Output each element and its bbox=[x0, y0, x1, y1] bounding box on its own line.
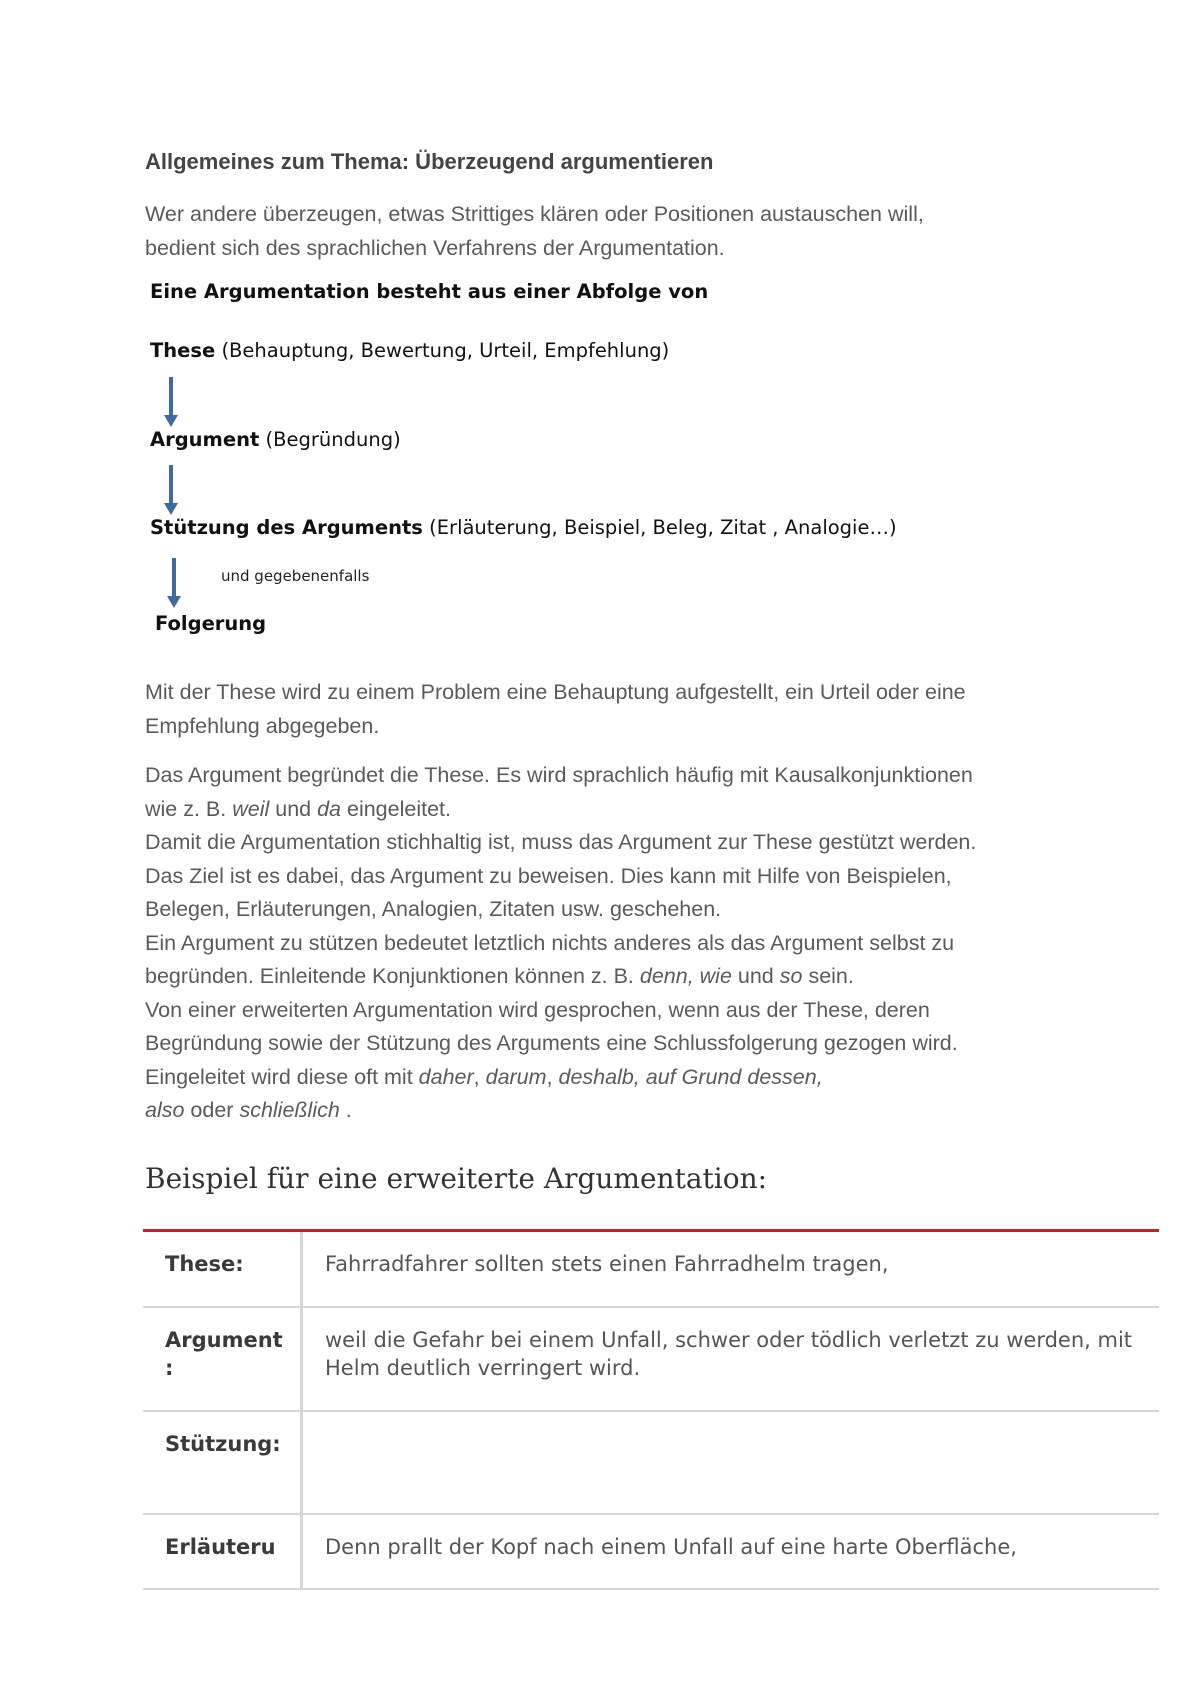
example-title: Beispiel für eine erweiterte Argumentation: bbox=[145, 1162, 768, 1195]
row-value: Fahrradfahrer sollten stets einen Fahrradhelm tragen, bbox=[325, 1252, 889, 1276]
diagram-folgerung bbox=[155, 612, 266, 635]
argumentation-diagram bbox=[150, 272, 910, 652]
argument-paragraph bbox=[145, 759, 1085, 1128]
table-row bbox=[143, 1232, 1159, 1308]
argument-line-1: Das Argument begründet die These. Es wird sprachlich häufig mit Kausalkonjunktionen bbox=[145, 763, 973, 787]
these-paragraph-line-1: Mit der These wird zu einem Problem eine Behauptung aufgestellt, ein Urteil oder eine bbox=[145, 680, 966, 704]
intro-line-2: bedient sich des sprachlichen Verfahrens der Argumentation. bbox=[145, 235, 725, 260]
diagram-argument bbox=[150, 428, 401, 451]
argument-detail: (Begründung) bbox=[259, 428, 401, 451]
example-table bbox=[143, 1229, 1159, 1590]
row-value: Denn prallt der Kopf nach einem Unfall auf eine harte Oberfläche, bbox=[325, 1535, 1017, 1559]
argument-label: Argument bbox=[150, 428, 260, 451]
table-row bbox=[143, 1308, 1159, 1412]
row-label: Argument : bbox=[143, 1308, 303, 1410]
intro-paragraph bbox=[145, 198, 1085, 265]
diagram-title: Eine Argumentation besteht aus einer Abfolge von bbox=[150, 280, 709, 303]
stuetzung-label: Stützung des Arguments bbox=[150, 516, 423, 539]
optional-note: und gegebenenfalls bbox=[221, 567, 370, 585]
row-value: weil die Gefahr bei einem Unfall, schwer oder tödlich verletzt zu werden, mit Helm deutlich verringert wird. bbox=[325, 1328, 1133, 1380]
these-label: These bbox=[150, 339, 216, 362]
these-paragraph-line-2: Empfehlung abgegeben. bbox=[145, 713, 380, 738]
argument-line-7: begründen. Einleitende Konjunktionen können z. B. denn, wie und so sein. bbox=[145, 964, 854, 988]
folgerung-label: Folgerung bbox=[155, 612, 267, 635]
diagram-stuetzung bbox=[150, 516, 897, 539]
arrow-down-icon bbox=[164, 465, 178, 515]
row-value bbox=[303, 1412, 1159, 1513]
these-paragraph bbox=[145, 676, 1085, 743]
argument-line-10: Eingeleitet wird diese oft mit daher, darum, deshalb, auf Grund dessen, bbox=[145, 1064, 823, 1089]
table-row bbox=[143, 1412, 1159, 1515]
row-label: Erläuteru bbox=[143, 1515, 303, 1588]
diagram-these bbox=[150, 339, 669, 362]
argument-line-5: Belegen, Erläuterungen, Analogien, Zitaten usw. geschehen. bbox=[145, 897, 722, 921]
argument-line-8: Von einer erweiterten Argumentation wird gesprochen, wenn aus der These, deren bbox=[145, 997, 930, 1022]
arrow-down-icon bbox=[164, 377, 178, 427]
intro-line-1: Wer andere überzeugen, etwas Strittiges klären oder Positionen austauschen will, bbox=[145, 202, 924, 226]
page-heading: Allgemeines zum Thema: Überzeugend argumentieren bbox=[145, 149, 714, 174]
argument-line-2: wie z. B. weil und da eingeleitet. bbox=[145, 796, 451, 821]
stuetzung-detail: (Erläuterung, Beispiel, Beleg, Zitat , Analogie…) bbox=[422, 516, 897, 539]
argument-line-3: Damit die Argumentation stichhaltig ist, muss das Argument zur These gestützt werden. bbox=[145, 830, 977, 854]
argument-line-9: Begründung sowie der Stützung des Arguments eine Schlussfolgerung gezogen wird. bbox=[145, 1031, 958, 1055]
arrow-down-icon bbox=[167, 558, 181, 608]
row-label: These: bbox=[143, 1232, 303, 1306]
argument-line-11: also oder schließlich . bbox=[145, 1098, 352, 1122]
argument-line-6: Ein Argument zu stützen bedeutet letztlich nichts anderes als das Argument selbst zu bbox=[145, 930, 955, 955]
argument-line-4: Das Ziel ist es dabei, das Argument zu beweisen. Dies kann mit Hilfe von Beispielen, bbox=[145, 863, 952, 888]
row-label: Stützung: bbox=[143, 1412, 303, 1513]
table-row bbox=[143, 1515, 1159, 1590]
these-detail: (Behauptung, Bewertung, Urteil, Empfehlung) bbox=[215, 339, 670, 362]
